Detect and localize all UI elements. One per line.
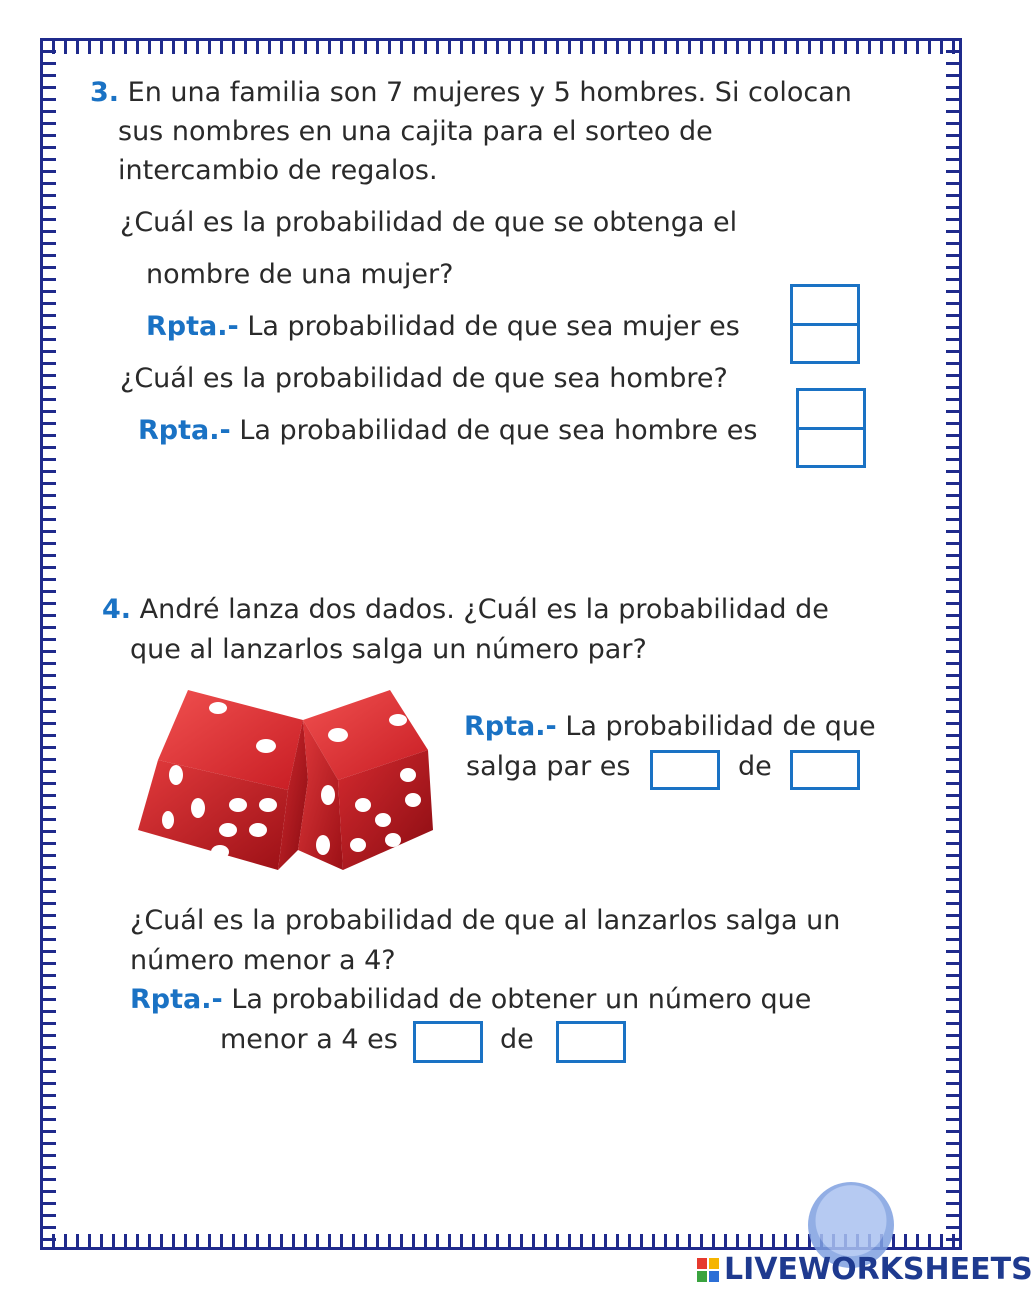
- q4-answer1-denominator-input[interactable]: [790, 750, 860, 790]
- q3-number: 3.: [90, 77, 120, 108]
- q4-answer1-numerator-input[interactable]: [650, 750, 720, 790]
- q3-line-1: [90, 74, 852, 112]
- fraction-bar: [793, 323, 857, 326]
- q3-text-1: En una familia son 7 mujeres y 5 hombres. Si colocan: [127, 77, 852, 108]
- page-border-top: [40, 38, 962, 54]
- q4-answer1-label: Rpta.-: [464, 711, 557, 742]
- q3-line-2: sus nombres en una cajita para el sorteo de: [118, 116, 713, 147]
- q3-answer2-fraction-input[interactable]: [796, 388, 866, 468]
- q3-line-3: intercambio de regalos.: [118, 155, 438, 186]
- liveworksheets-logo-text: LIVEWORKSHEETS: [724, 1252, 1033, 1287]
- q3-answer1: [146, 308, 740, 346]
- q4-answer2-text: La probabilidad de obtener un número que: [231, 984, 812, 1015]
- q4-ask2-line-1: ¿Cuál es la probabilidad de que al lanzarlos salga un: [130, 905, 841, 936]
- q4-answer2-line-2: menor a 4 es: [220, 1024, 398, 1055]
- fraction-bar: [799, 427, 863, 430]
- q4-line-1: [102, 591, 829, 629]
- liveworksheets-logo-icon: [697, 1258, 719, 1282]
- q4-answer2-de: de: [500, 1024, 534, 1055]
- page-border-left: [40, 38, 56, 1250]
- two-red-dice-icon: [128, 680, 448, 880]
- q4-answer2-numerator-input[interactable]: [413, 1021, 483, 1063]
- page-border-right: [946, 38, 962, 1250]
- q4-answer2-label: Rpta.-: [130, 984, 223, 1015]
- q4-line-2: que al lanzarlos salga un número par?: [130, 634, 647, 665]
- q3-answer2-text: La probabilidad de que sea hombre es: [239, 415, 758, 446]
- q4-number: 4.: [102, 594, 132, 625]
- q3-answer1-label: Rpta.-: [146, 311, 239, 342]
- q4-answer1-line-2: salga par es: [466, 751, 631, 782]
- q3-answer2-label: Rpta.-: [138, 415, 231, 446]
- q4-answer2-line-1: [130, 981, 811, 1019]
- q3-answer1-fraction-input[interactable]: [790, 284, 860, 364]
- q3-ask2: ¿Cuál es la probabilidad de que sea hombre?: [120, 363, 728, 394]
- q4-text-1: André lanza dos dados. ¿Cuál es la probabilidad de: [139, 594, 829, 625]
- q4-answer1-de: de: [738, 751, 772, 782]
- q4-ask2-line-2: número menor a 4?: [130, 945, 396, 976]
- q4-answer1-text: La probabilidad de que: [565, 711, 876, 742]
- q3-answer2: [138, 412, 757, 450]
- q3-ask1-line-1: ¿Cuál es la probabilidad de que se obtenga el: [120, 207, 738, 238]
- q3-ask1-line-2: nombre de una mujer?: [146, 259, 454, 290]
- q4-answer2-denominator-input[interactable]: [556, 1021, 626, 1063]
- q4-answer1-line-1: [464, 708, 876, 746]
- q3-answer1-text: La probabilidad de que sea mujer es: [247, 311, 740, 342]
